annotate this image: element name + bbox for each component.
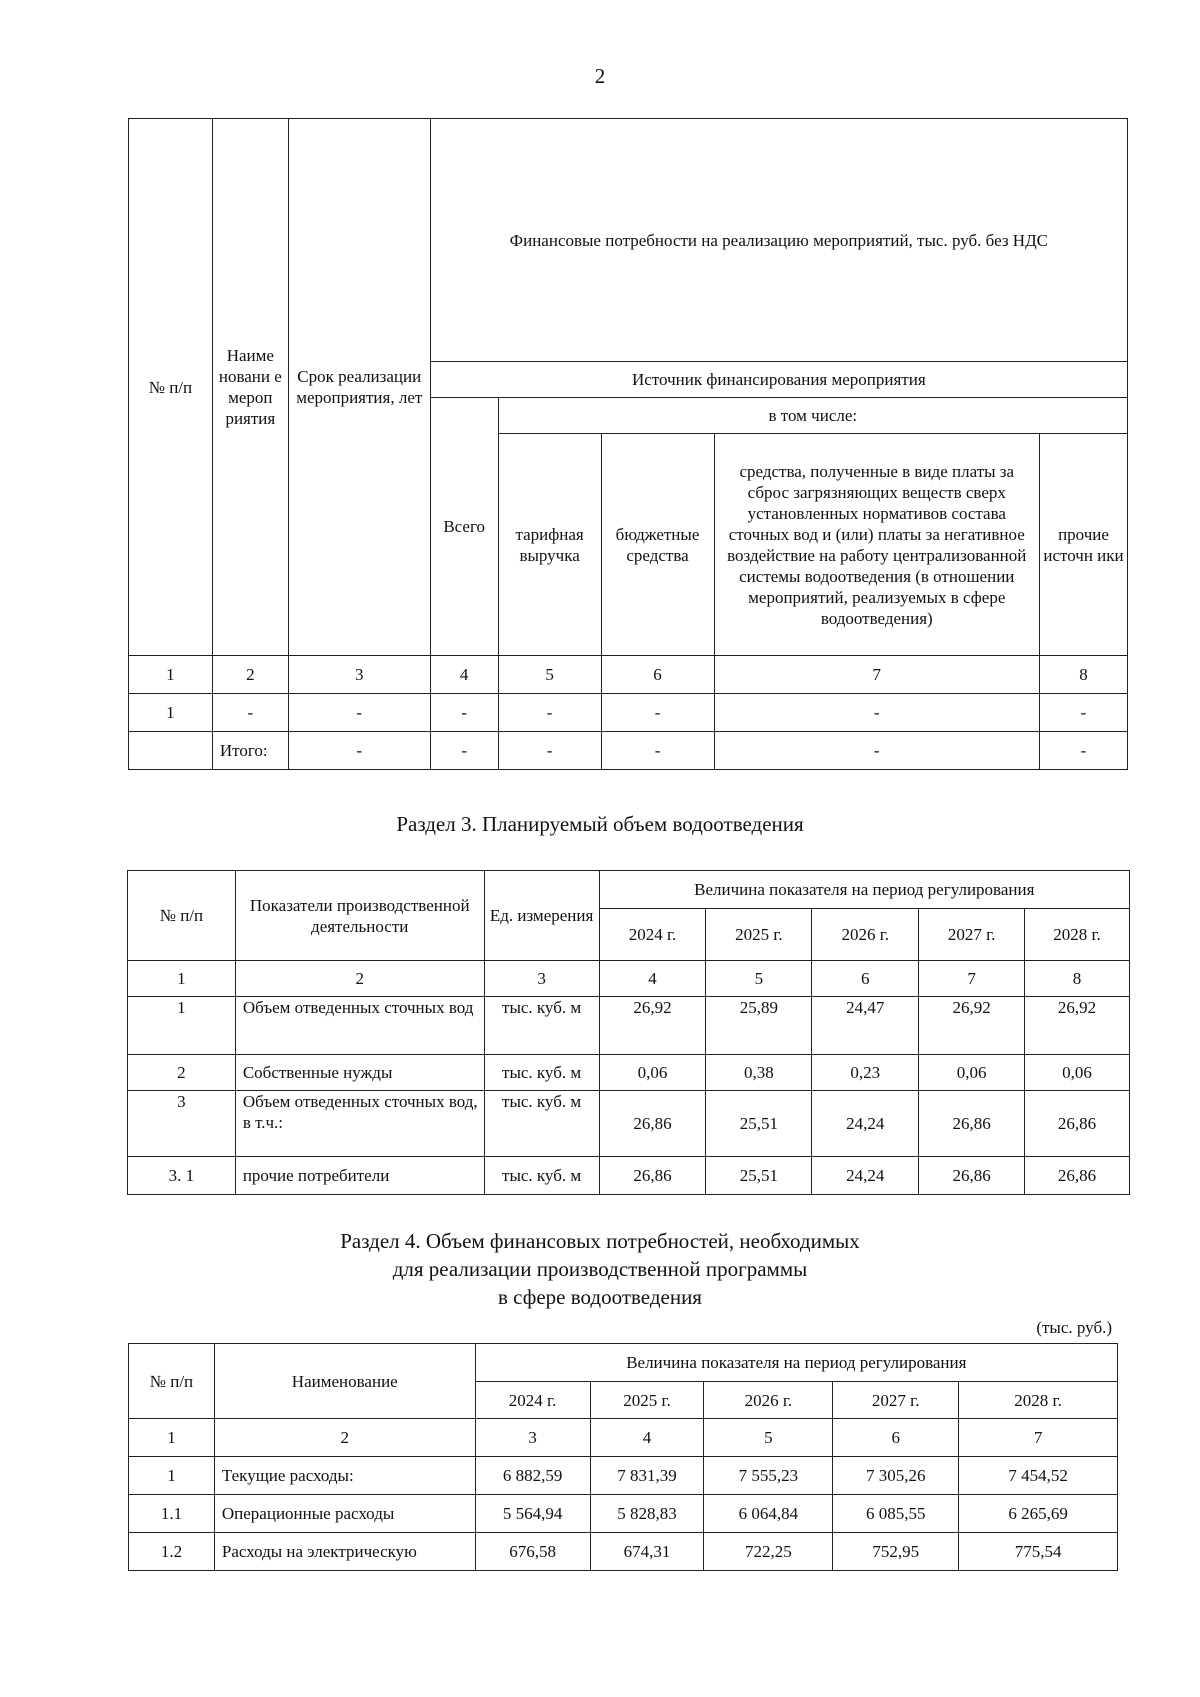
section3-title: Раздел 3. Планируемый объем водоотведения (396, 812, 804, 836)
row-value: 26,86 (919, 1157, 1025, 1195)
table-cell: - (430, 732, 498, 770)
row-value: 7 555,23 (704, 1457, 833, 1495)
page-number: 2 (594, 64, 606, 88)
table-cell: - (714, 732, 1040, 770)
row-value: 26,92 (919, 997, 1025, 1055)
row-unit: тыс. куб. м (484, 1055, 599, 1091)
row-name: Расходы на электрическую (214, 1533, 475, 1571)
section4-title-line: в сфере водоотведения (498, 1285, 702, 1309)
table-row (128, 1055, 1130, 1091)
row-unit: тыс. куб. м (484, 1091, 599, 1157)
row-value: 775,54 (959, 1533, 1118, 1571)
section4-title-line: Раздел 4. Объем финансовых потребностей, необходимых (340, 1229, 860, 1253)
year-header: 2025 г. (590, 1382, 704, 1419)
header-value-period: Величина показателя на период регулирования (475, 1344, 1117, 1382)
row-value: 5 828,83 (590, 1495, 704, 1533)
header-value-period: Величина показателя на период регулирования (599, 871, 1129, 909)
row-value: 0,23 (812, 1055, 919, 1091)
table-cell: - (601, 694, 714, 732)
row-num: 2 (128, 1055, 236, 1091)
row-value: 25,51 (706, 1091, 812, 1157)
row-name: прочие потребители (235, 1157, 484, 1195)
row-unit: тыс. куб. м (484, 1157, 599, 1195)
year-header: 2024 г. (475, 1382, 590, 1419)
row-name: Текущие расходы: (214, 1457, 475, 1495)
table-cell: - (212, 694, 288, 732)
header-funding-source: Источник финансирования мероприятия (430, 362, 1127, 398)
table-row (129, 1495, 1118, 1533)
header-budget-funds: бюджетные средства (601, 434, 714, 656)
column-number-row (128, 961, 1130, 997)
column-number: 6 (812, 961, 919, 997)
header-other-sources: прочие источн ики (1040, 434, 1128, 656)
row-value: 0,06 (919, 1055, 1025, 1091)
row-name: Собственные нужды (235, 1055, 484, 1091)
table-cell: - (498, 732, 601, 770)
row-num: 1.1 (129, 1495, 215, 1533)
column-number: 2 (214, 1419, 475, 1457)
column-number: 7 (959, 1419, 1118, 1457)
row-value: 26,86 (1025, 1091, 1130, 1157)
row-value: 26,86 (599, 1091, 706, 1157)
row-value: 7 305,26 (833, 1457, 959, 1495)
table-row (128, 997, 1130, 1055)
table-cell: - (601, 732, 714, 770)
column-number-row (129, 656, 1128, 694)
units-note: (тыс. руб.) (1036, 1318, 1112, 1337)
column-number: 4 (599, 961, 706, 997)
year-header: 2028 г. (959, 1382, 1118, 1419)
table-cell: - (288, 732, 430, 770)
row-value: 6 064,84 (704, 1495, 833, 1533)
header-fees: средства, полученные в виде платы за сброс загрязняющих веществ сверх установленных нормативов состава сточных вод и (или) платы за негативное воздействие на работу централизованной системы водоотведения (в отношении мероприятий, реализуемых в сфере водоотведения) (714, 434, 1040, 656)
total-label: Итого: (212, 732, 288, 770)
table-row (129, 1533, 1118, 1571)
year-header: 2026 г. (704, 1382, 833, 1419)
header-financial-needs: Финансовые потребности на реализацию мероприятий, тыс. руб. без НДС (430, 119, 1127, 362)
header-term: Срок реализации мероприятия, лет (288, 119, 430, 656)
row-value: 7 454,52 (959, 1457, 1118, 1495)
row-num: 3. 1 (128, 1157, 236, 1195)
column-number: 6 (601, 656, 714, 694)
row-value: 5 564,94 (475, 1495, 590, 1533)
header-num: № п/п (129, 119, 213, 656)
row-value: 6 265,69 (959, 1495, 1118, 1533)
row-value: 722,25 (704, 1533, 833, 1571)
row-value: 0,06 (599, 1055, 706, 1091)
header-total: Всего (430, 398, 498, 656)
table-row (129, 1457, 1118, 1495)
header-tariff-revenue: тарифная выручка (498, 434, 601, 656)
table-cell: - (1040, 732, 1128, 770)
column-number: 1 (128, 961, 236, 997)
row-num: 1 (128, 997, 236, 1055)
column-number: 2 (212, 656, 288, 694)
header-including: в том числе: (498, 398, 1127, 434)
header-indicators: Показатели производственной деятельности (235, 871, 484, 961)
row-value: 24,24 (812, 1091, 919, 1157)
column-number: 1 (129, 656, 213, 694)
column-number: 3 (475, 1419, 590, 1457)
column-number: 8 (1040, 656, 1128, 694)
year-header: 2024 г. (599, 909, 706, 961)
header-num: № п/п (128, 871, 236, 961)
column-number: 4 (430, 656, 498, 694)
column-number: 6 (833, 1419, 959, 1457)
column-number: 7 (714, 656, 1040, 694)
column-number: 2 (235, 961, 484, 997)
row-value: 26,92 (599, 997, 706, 1055)
wastewater-volume-table (127, 870, 1130, 1195)
header-name: Наименование (214, 1344, 475, 1419)
table-row (129, 694, 1128, 732)
row-num: 1.2 (129, 1533, 215, 1571)
row-num: 3 (128, 1091, 236, 1157)
column-number: 5 (706, 961, 812, 997)
row-value: 6 085,55 (833, 1495, 959, 1533)
table-cell: 1 (129, 694, 213, 732)
row-value: 26,86 (1025, 1157, 1130, 1195)
column-number: 5 (498, 656, 601, 694)
row-value: 0,06 (1025, 1055, 1130, 1091)
row-value: 676,58 (475, 1533, 590, 1571)
table-cell: - (288, 694, 430, 732)
row-unit: тыс. куб. м (484, 997, 599, 1055)
column-number: 3 (288, 656, 430, 694)
table-row (128, 1157, 1130, 1195)
year-header: 2028 г. (1025, 909, 1130, 961)
row-value: 752,95 (833, 1533, 959, 1571)
table-row (128, 1091, 1130, 1157)
header-measure-name: Наиме новани е мероп риятия (212, 119, 288, 656)
row-value: 24,47 (812, 997, 919, 1055)
year-header: 2025 г. (706, 909, 812, 961)
row-value: 26,86 (599, 1157, 706, 1195)
header-num: № п/п (129, 1344, 215, 1419)
header-unit: Ед. измерения (484, 871, 599, 961)
year-header: 2027 г. (833, 1382, 959, 1419)
row-value: 6 882,59 (475, 1457, 590, 1495)
column-number: 8 (1025, 961, 1130, 997)
column-number: 4 (590, 1419, 704, 1457)
row-value: 26,92 (1025, 997, 1130, 1055)
financial-needs-table (128, 1343, 1118, 1571)
total-row (129, 732, 1128, 770)
row-value: 7 831,39 (590, 1457, 704, 1495)
section4-title (0, 1227, 1200, 1311)
column-number: 5 (704, 1419, 833, 1457)
year-header: 2027 г. (919, 909, 1025, 961)
row-value: 25,89 (706, 997, 812, 1055)
row-name: Объем отведенных сточных вод (235, 997, 484, 1055)
section4-title-line: для реализации производственной программы (392, 1257, 808, 1281)
row-value: 674,31 (590, 1533, 704, 1571)
measures-finance-table (128, 118, 1128, 770)
table-cell: - (1040, 694, 1128, 732)
year-header: 2026 г. (812, 909, 919, 961)
row-value: 25,51 (706, 1157, 812, 1195)
column-number: 1 (129, 1419, 215, 1457)
table-cell: - (430, 694, 498, 732)
table-cell (129, 732, 213, 770)
row-name: Операционные расходы (214, 1495, 475, 1533)
row-value: 24,24 (812, 1157, 919, 1195)
table-cell: - (498, 694, 601, 732)
table-cell: - (714, 694, 1040, 732)
row-num: 1 (129, 1457, 215, 1495)
row-value: 26,86 (919, 1091, 1025, 1157)
column-number: 3 (484, 961, 599, 997)
column-number-row (129, 1419, 1118, 1457)
row-name: Объем отведенных сточных вод, в т.ч.: (235, 1091, 484, 1157)
row-value: 0,38 (706, 1055, 812, 1091)
column-number: 7 (919, 961, 1025, 997)
